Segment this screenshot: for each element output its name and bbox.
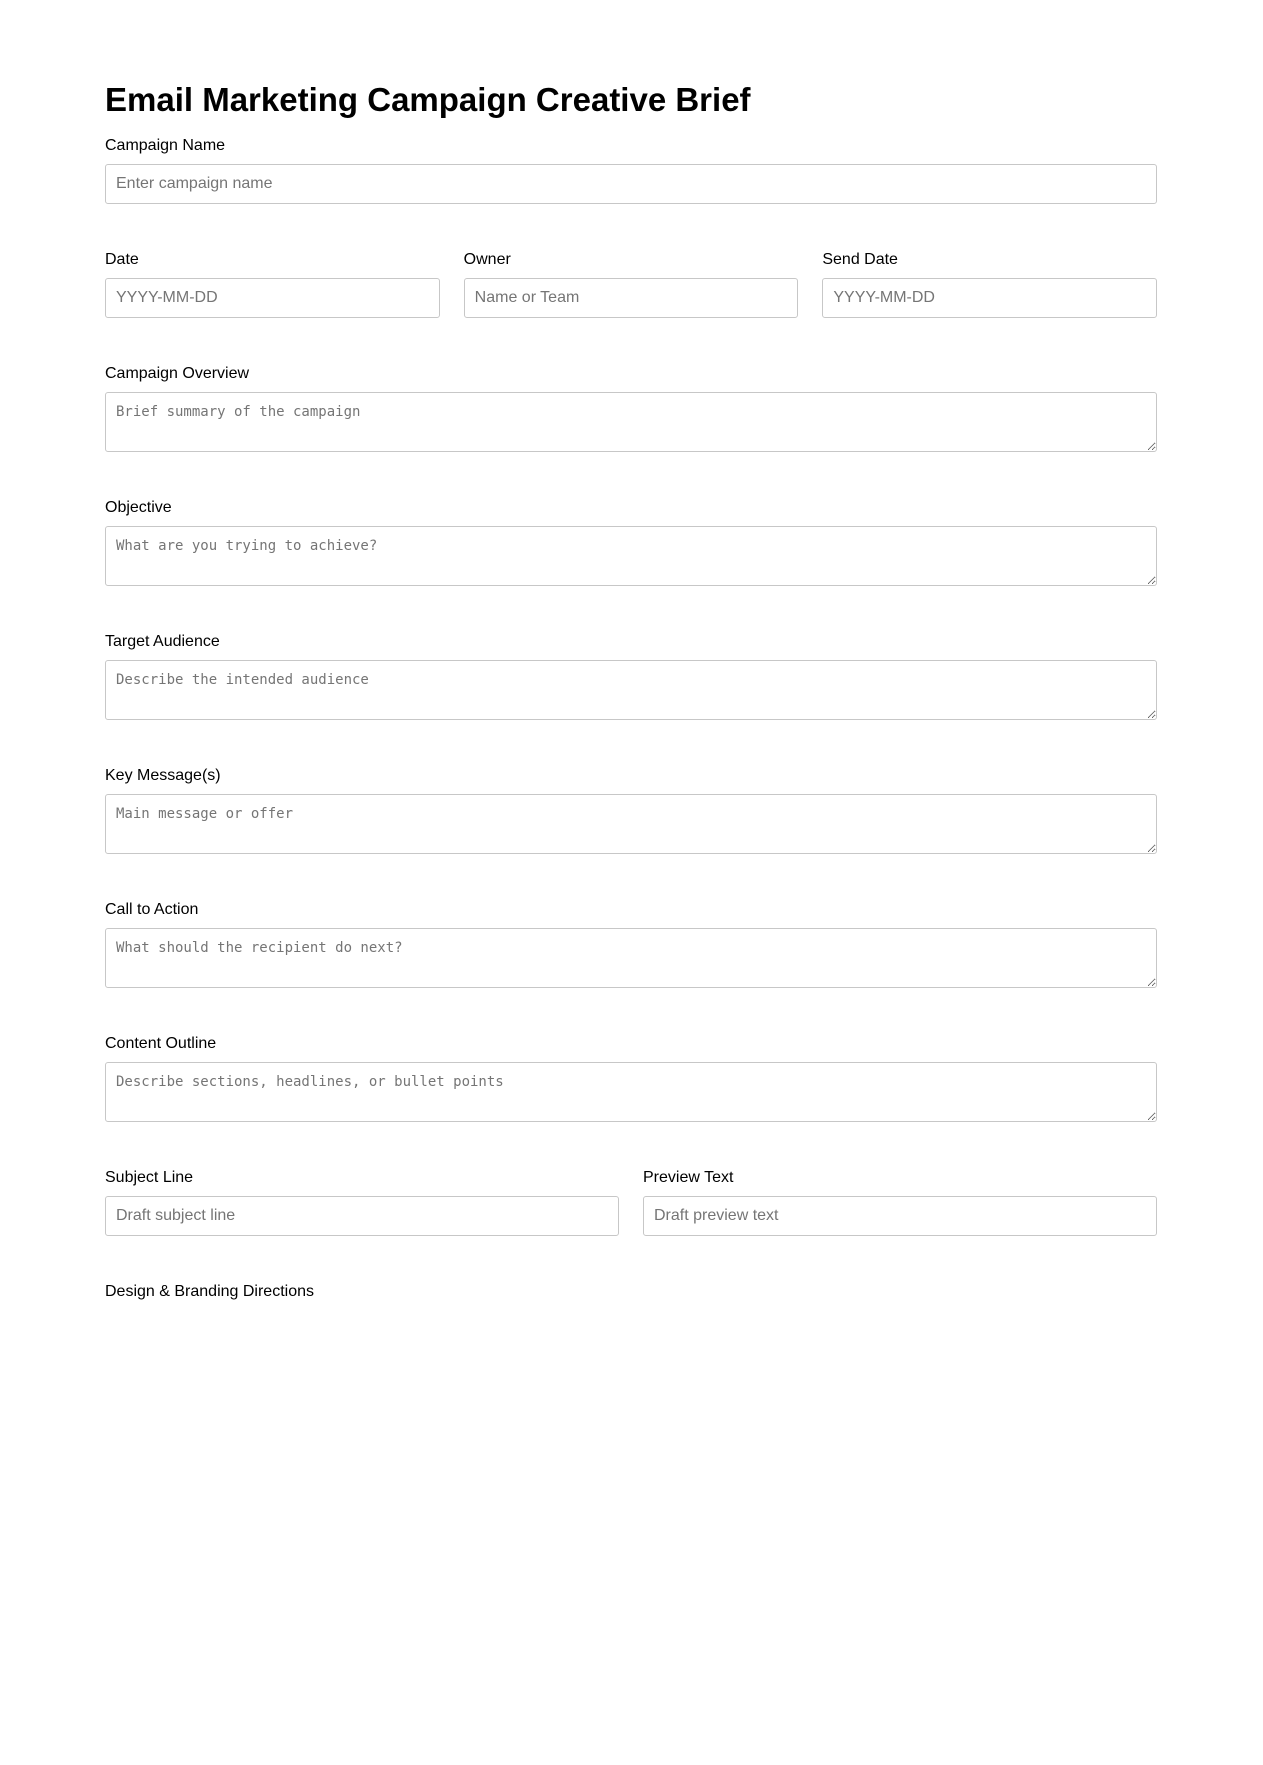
objective-field	[105, 498, 1157, 586]
call-to-action-textarea[interactable]	[105, 928, 1157, 988]
target-audience-label: Target Audience	[105, 633, 220, 650]
subject-line-input[interactable]	[105, 1196, 619, 1236]
key-messages-field	[105, 766, 1157, 854]
date-field	[105, 250, 440, 318]
creative-brief-form	[105, 80, 1157, 1310]
target-audience-textarea[interactable]	[105, 660, 1157, 720]
target-audience-field	[105, 632, 1157, 720]
design-branding-field	[105, 1282, 1157, 1302]
content-outline-label: Content Outline	[105, 1035, 217, 1052]
send-date-input[interactable]	[822, 278, 1157, 318]
date-input[interactable]	[105, 278, 440, 318]
campaign-name-input[interactable]	[105, 164, 1157, 204]
design-branding-label: Design & Branding Directions	[105, 1283, 314, 1300]
preview-text-label: Preview Text	[643, 1169, 734, 1186]
owner-input[interactable]	[464, 278, 799, 318]
date-label: Date	[105, 251, 139, 268]
send-date-field	[822, 250, 1157, 318]
page-title: Email Marketing Campaign Creative Brief	[105, 81, 751, 118]
subject-line-label: Subject Line	[105, 1169, 194, 1186]
call-to-action-label: Call to Action	[105, 901, 199, 918]
campaign-overview-field	[105, 364, 1157, 452]
content-outline-field	[105, 1034, 1157, 1122]
campaign-name-label: Campaign Name	[105, 137, 226, 154]
call-to-action-field	[105, 900, 1157, 988]
date-owner-row	[105, 250, 1157, 318]
key-messages-label: Key Message(s)	[105, 767, 221, 784]
key-messages-textarea[interactable]	[105, 794, 1157, 854]
objective-textarea[interactable]	[105, 526, 1157, 586]
campaign-overview-label: Campaign Overview	[105, 365, 250, 382]
owner-label: Owner	[463, 251, 511, 268]
send-date-label: Send Date	[822, 251, 898, 268]
preview-text-field	[643, 1168, 1157, 1236]
objective-label: Objective	[105, 499, 172, 516]
owner-field	[464, 250, 799, 318]
subject-preview-row	[105, 1168, 1157, 1236]
subject-line-field	[105, 1168, 619, 1236]
campaign-overview-textarea[interactable]	[105, 392, 1157, 452]
campaign-name-field	[105, 136, 1157, 204]
preview-text-input[interactable]	[643, 1196, 1157, 1236]
content-outline-textarea[interactable]	[105, 1062, 1157, 1122]
